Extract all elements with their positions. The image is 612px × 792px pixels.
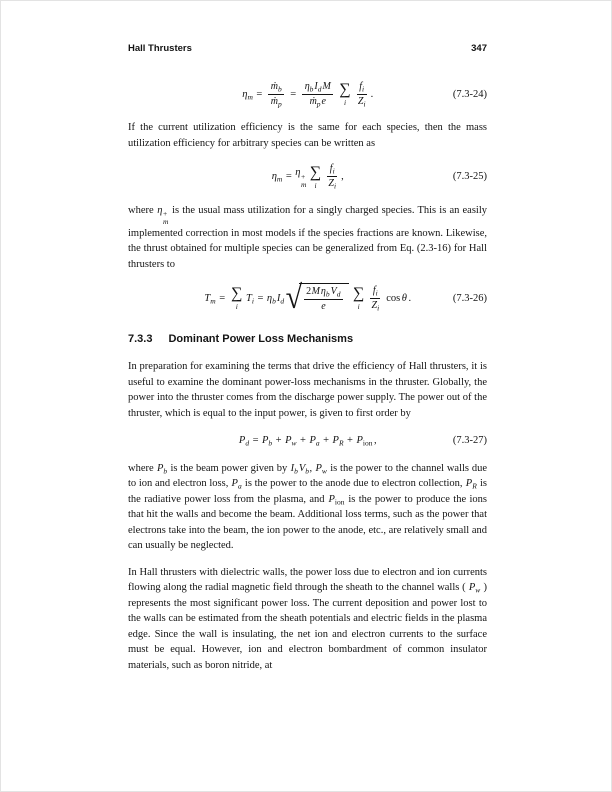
section-title: Dominant Power Loss Mechanisms — [168, 332, 354, 345]
paragraph: If the current utilization efficiency is the same for each species, then the mass utilization efficiency for arbitrary species can be written as — [128, 122, 487, 149]
equation-7-3-27 — [128, 433, 487, 449]
equation-number: (7.3-27) — [452, 435, 487, 446]
section-heading — [128, 332, 487, 348]
equation-body: $\eta_m$ = $\frac{ṁ_b}{ṁ_p}$ = $\eta_b$ $I_d$ M ṁ$_p$ e ∑ i $\frac{f_i}{Z_i}$ . — [242, 80, 374, 108]
equation-number: (7.3-24) — [452, 88, 487, 100]
paragraph: In preparation for examining the terms that drive the efficiency of Hall thrusters, it is useful to examine the dominant power-loss mechanisms in the thruster. Globally, the power into the thruster comes from the discharge power supply. The power out of the thruster, which is equal to the input power, is given to first order by — [128, 361, 487, 419]
paragraph: where η + m is the usual mass utilization for a singly charged species. This is an easily implemented correction in most models if the species fractions are known. Likewise, the thrust obtained for multiple species can be generalized from Eq. (2.3-16) for Hall thrusters to — [128, 204, 487, 270]
paragraph: In Hall thrusters with dielectric walls, the power loss due to electron and ion currents flowing along the radial magnetic field through the sheath to the channel walls ( $P_w$ ) represents the most significant power loss. The current deposition and power lost to the walls can be estimated from the sheath potentials and electric fields in the plasma edge. Since the wall is insulating, the net ion and electron currents to the surface must be equal. However, ion and electron bombardment of common insulator materials, such as boron nitride, at — [128, 566, 487, 671]
equation-body: $T_m$ = ∑ i $T_i$ = $\eta_b$ $I_d$ √ 2 M $\eta_b$ $V_d$ e ∑ i $\frac{f_i}{Z_i}$ cos θ . — [204, 279, 412, 316]
paragraph: where $P_b$ is the beam power given by $I_bV_b$, $P_w$ is the power to the channel walls due to ion and electron loss, $P_a$ is the power to the anode due to electron collection, $P_R$ is the radiative power loss from the plasma, and $P_{ion}$ is the power to produce the ions that hit the walls and become the beam. Additional loss terms, such as the power that electrons take into the beam, the ion power to the anode, etc., are relatively small and can usually be neglected. — [128, 462, 488, 551]
equation-number: (7.3-25) — [452, 171, 487, 182]
page-number: 347 — [471, 43, 487, 54]
equation-7-3-25 — [128, 163, 487, 191]
equation-body: $\eta_m$ = η + m ∑ i $\frac{f_i}{Z_i}$ , — [271, 163, 344, 191]
equation-number: (7.3-26) — [452, 292, 487, 304]
section-number: 7.3.3 — [128, 332, 153, 345]
running-header — [128, 41, 487, 57]
equation-body: $P_d$ = $P_b$ + $P_w$ + $P_a$ + $P_R$ + $P_{ion}$ , — [238, 435, 377, 448]
equation-7-3-26 — [128, 279, 487, 316]
header-title: Hall Thrusters — [128, 43, 192, 54]
equation-7-3-24 — [128, 81, 487, 109]
